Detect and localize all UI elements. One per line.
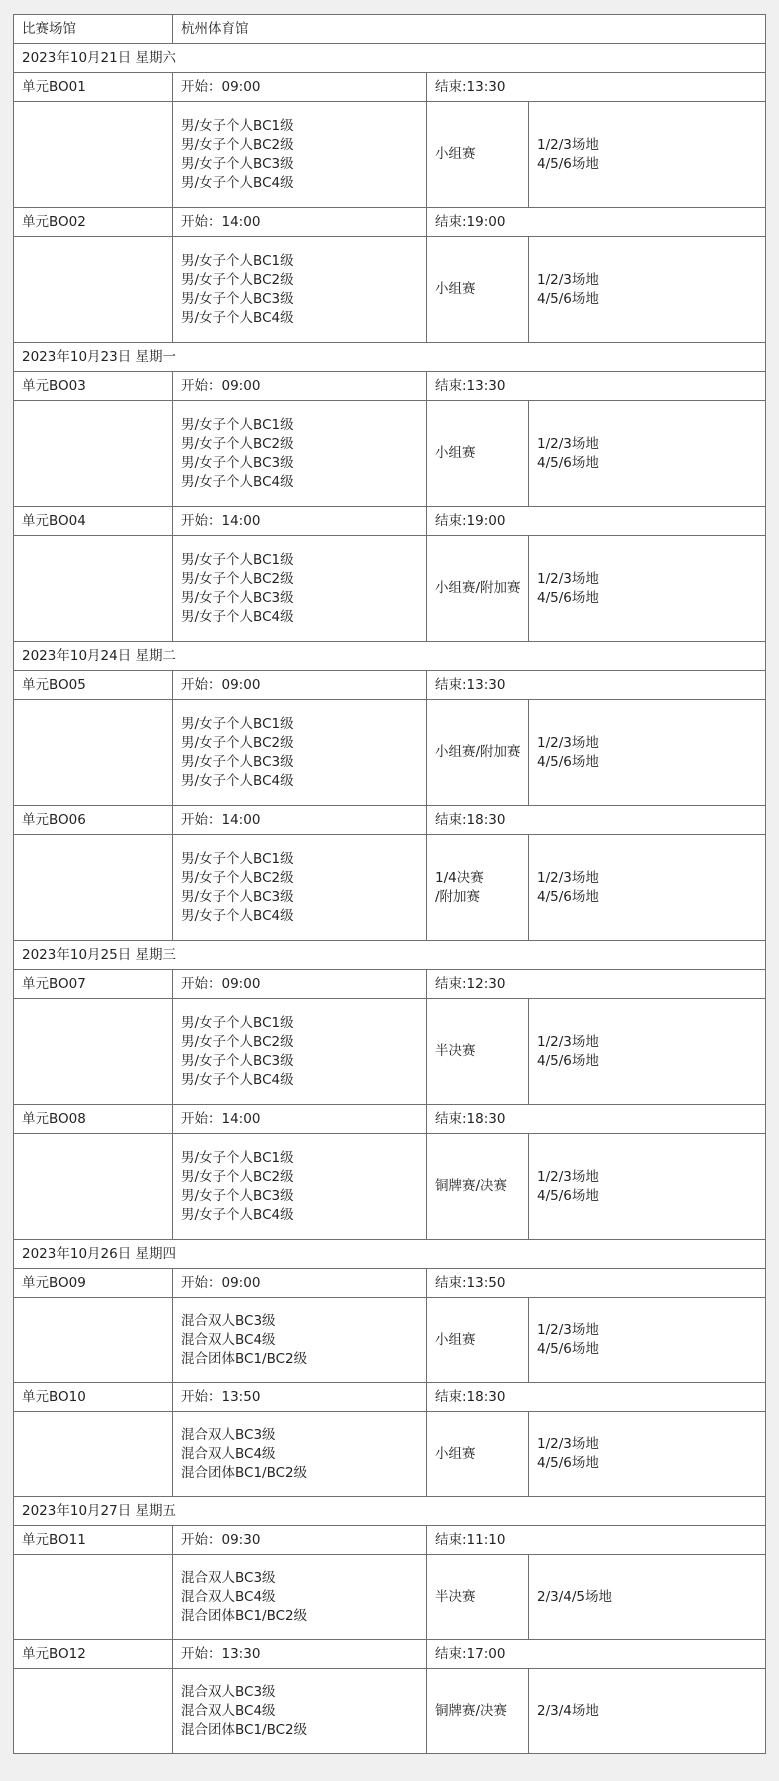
court-line: 1/2/3场地 [537,1322,599,1338]
empty-cell [14,1669,173,1754]
session-row [14,806,766,835]
session-detail-row [14,1412,766,1497]
venue-row [14,15,766,44]
court-line: 1/2/3场地 [537,1436,599,1452]
events-cell [173,1134,427,1240]
end-time: 结束:18:30 [427,1105,766,1134]
event-line: 男/女子个人BC2级 [181,869,294,886]
event-line: 男/女子个人BC2级 [181,271,294,288]
event-line: 男/女子个人BC2级 [181,734,294,751]
date-row [14,642,766,671]
end-time: 结束:13:30 [427,372,766,401]
unit-cell: 单元BO07 [14,970,173,999]
court-line: 4/5/6场地 [537,888,599,905]
session-detail-row [14,700,766,806]
unit-cell: 单元BO03 [14,372,173,401]
start-time: 开始：14:00 [173,208,427,237]
start-time: 开始：09:00 [173,671,427,700]
events-cell [173,1669,427,1754]
unit-cell: 单元BO12 [14,1640,173,1669]
courts-cell [529,1555,766,1640]
session-detail-row [14,999,766,1105]
court-line: 1/2/3场地 [537,1168,599,1185]
courts-cell [529,1298,766,1383]
schedule-table [13,14,766,1754]
event-line: 男/女子个人BC4级 [181,772,294,789]
empty-cell [14,700,173,806]
end-time: 结束:19:00 [427,507,766,536]
unit-cell: 单元BO08 [14,1105,173,1134]
court-line: 4/5/6场地 [537,1052,599,1069]
phase-line: 铜牌赛/决赛 [435,1178,508,1194]
phase-cell [427,1134,529,1240]
phase-cell [427,237,529,343]
empty-cell [14,102,173,208]
event-line: 男/女子个人BC2级 [181,1168,294,1185]
date-cell: 2023年10月23日 星期一 [14,343,766,372]
event-line: 男/女子个人BC2级 [181,435,294,452]
phase-line: 铜牌赛/决赛 [435,1702,508,1719]
event-line: 男/女子个人BC4级 [181,1206,294,1223]
phase-line: 1/4决赛 [435,869,484,886]
phase-cell [427,700,529,806]
courts-cell [529,1134,766,1240]
phase-line: 小组赛 [435,1445,476,1462]
court-line: 1/2/3场地 [537,271,599,288]
start-time: 开始：09:00 [173,970,427,999]
date-cell: 2023年10月25日 星期三 [14,941,766,970]
date-row [14,343,766,372]
event-line: 混合团体BC1/BC2级 [181,1721,308,1738]
session-row [14,970,766,999]
event-line: 混合双人BC4级 [181,1445,276,1462]
end-time: 结束:13:30 [427,671,766,700]
event-line: 男/女子个人BC2级 [181,1033,294,1050]
event-line: 男/女子个人BC1级 [181,551,294,568]
courts-cell [529,401,766,507]
session-detail-row [14,237,766,343]
event-line: 男/女子个人BC3级 [181,454,294,471]
event-line: 男/女子个人BC1级 [181,715,294,732]
court-line: 4/5/6场地 [537,1187,599,1204]
court-line: 4/5/6场地 [537,290,599,307]
start-time: 开始：09:00 [173,1269,427,1298]
courts-cell [529,700,766,806]
phase-line: 半决赛 [435,1043,476,1059]
end-time: 结束:13:50 [427,1269,766,1298]
date-cell: 2023年10月27日 星期五 [14,1497,766,1526]
unit-cell: 单元BO04 [14,507,173,536]
phase-cell [427,536,529,642]
event-line: 混合双人BC4级 [181,1588,276,1605]
event-line: 男/女子个人BC3级 [181,155,294,172]
event-line: 男/女子个人BC3级 [181,290,294,307]
court-line: 1/2/3场地 [537,734,599,751]
court-line: 2/3/4/5场地 [537,1588,613,1605]
date-row [14,941,766,970]
event-line: 男/女子个人BC4级 [181,309,294,326]
empty-cell [14,1134,173,1240]
session-row [14,1526,766,1555]
event-line: 男/女子个人BC3级 [181,753,294,770]
unit-cell: 单元BO05 [14,671,173,700]
session-detail-row [14,1669,766,1754]
session-row [14,1105,766,1134]
court-line: 1/2/3场地 [537,570,599,587]
session-detail-row [14,835,766,941]
phase-line: 半决赛 [435,1588,476,1605]
phase-line: 小组赛 [435,146,476,162]
start-time: 开始：09:30 [173,1526,427,1555]
phase-cell [427,1412,529,1497]
date-cell: 2023年10月24日 星期二 [14,642,766,671]
event-line: 混合双人BC3级 [181,1683,276,1700]
event-line: 混合双人BC3级 [181,1312,276,1329]
phase-cell [427,401,529,507]
court-line: 4/5/6场地 [537,155,599,172]
courts-cell [529,1412,766,1497]
events-cell [173,835,427,941]
empty-cell [14,401,173,507]
events-cell [173,1298,427,1383]
event-line: 男/女子个人BC3级 [181,1052,294,1069]
end-time: 结束:17:00 [427,1640,766,1669]
start-time: 开始：13:30 [173,1640,427,1669]
event-line: 混合双人BC3级 [181,1426,276,1443]
event-line: 男/女子个人BC1级 [181,850,294,867]
empty-cell [14,835,173,941]
end-time: 结束:18:30 [427,1383,766,1412]
end-time: 结束:19:00 [427,208,766,237]
event-line: 男/女子个人BC1级 [181,117,294,134]
unit-cell: 单元BO11 [14,1526,173,1555]
event-line: 男/女子个人BC1级 [181,416,294,433]
court-line: 1/2/3场地 [537,869,599,886]
event-line: 男/女子个人BC4级 [181,907,294,924]
end-time: 结束:18:30 [427,806,766,835]
court-line: 4/5/6场地 [537,454,599,471]
empty-cell [14,999,173,1105]
session-detail-row [14,536,766,642]
court-line: 4/5/6场地 [537,1341,599,1357]
session-detail-row [14,102,766,208]
court-line: 1/2/3场地 [537,1033,599,1050]
session-row [14,507,766,536]
event-line: 混合团体BC1/BC2级 [181,1464,308,1481]
events-cell [173,401,427,507]
phase-line: /附加赛 [435,888,481,905]
court-line: 4/5/6场地 [537,1455,599,1471]
event-line: 男/女子个人BC4级 [181,1071,294,1088]
venue-value: 杭州体育馆 [173,15,766,44]
session-detail-row [14,1134,766,1240]
end-time: 结束:11:10 [427,1526,766,1555]
empty-cell [14,237,173,343]
phase-line: 小组赛 [435,445,476,461]
court-line: 1/2/3场地 [537,136,599,153]
date-row [14,1497,766,1526]
events-cell [173,700,427,806]
phase-cell [427,1669,529,1754]
court-line: 4/5/6场地 [537,753,599,770]
phase-cell [427,835,529,941]
venue-label: 比赛场馆 [14,15,173,44]
events-cell [173,237,427,343]
event-line: 男/女子个人BC1级 [181,1014,294,1031]
empty-cell [14,536,173,642]
courts-cell [529,835,766,941]
events-cell [173,999,427,1105]
unit-cell: 单元BO02 [14,208,173,237]
start-time: 开始：13:50 [173,1383,427,1412]
courts-cell [529,536,766,642]
date-cell: 2023年10月21日 星期六 [14,44,766,73]
event-line: 男/女子个人BC1级 [181,252,294,269]
session-row [14,372,766,401]
event-line: 混合双人BC3级 [181,1569,276,1586]
session-detail-row [14,401,766,507]
event-line: 男/女子个人BC3级 [181,589,294,606]
event-line: 混合双人BC4级 [181,1331,276,1348]
courts-cell [529,1669,766,1754]
phase-line: 小组赛/附加赛 [435,744,521,760]
event-line: 男/女子个人BC2级 [181,136,294,153]
session-row [14,1640,766,1669]
event-line: 男/女子个人BC2级 [181,570,294,587]
court-line: 4/5/6场地 [537,589,599,606]
courts-cell [529,237,766,343]
event-line: 混合团体BC1/BC2级 [181,1607,308,1624]
courts-cell [529,999,766,1105]
start-time: 开始：14:00 [173,507,427,536]
session-row [14,671,766,700]
event-line: 男/女子个人BC4级 [181,608,294,625]
unit-cell: 单元BO01 [14,73,173,102]
phase-cell [427,999,529,1105]
events-cell [173,1555,427,1640]
event-line: 男/女子个人BC3级 [181,888,294,905]
empty-cell [14,1298,173,1383]
courts-cell [529,102,766,208]
session-row [14,208,766,237]
empty-cell [14,1412,173,1497]
event-line: 男/女子个人BC1级 [181,1149,294,1166]
session-row [14,1269,766,1298]
court-line: 2/3/4场地 [537,1702,599,1719]
end-time: 结束:13:30 [427,73,766,102]
phase-line: 小组赛/附加赛 [435,580,521,596]
session-detail-row [14,1555,766,1640]
empty-cell [14,1555,173,1640]
events-cell [173,536,427,642]
event-line: 男/女子个人BC4级 [181,174,294,191]
date-cell: 2023年10月26日 星期四 [14,1240,766,1269]
events-cell [173,102,427,208]
unit-cell: 单元BO06 [14,806,173,835]
event-line: 混合双人BC4级 [181,1702,276,1719]
court-line: 1/2/3场地 [537,435,599,452]
session-row [14,1383,766,1412]
date-row [14,1240,766,1269]
event-line: 混合团体BC1/BC2级 [181,1350,308,1367]
session-row [14,73,766,102]
session-detail-row [14,1298,766,1383]
phase-cell [427,1555,529,1640]
events-cell [173,1412,427,1497]
unit-cell: 单元BO09 [14,1269,173,1298]
end-time: 结束:12:30 [427,970,766,999]
start-time: 开始：14:00 [173,806,427,835]
unit-cell: 单元BO10 [14,1383,173,1412]
start-time: 开始：09:00 [173,73,427,102]
start-time: 开始：14:00 [173,1105,427,1134]
phase-cell [427,102,529,208]
phase-line: 小组赛 [435,1331,476,1348]
phase-line: 小组赛 [435,281,476,297]
event-line: 男/女子个人BC4级 [181,473,294,490]
start-time: 开始：09:00 [173,372,427,401]
phase-cell [427,1298,529,1383]
date-row [14,44,766,73]
event-line: 男/女子个人BC3级 [181,1187,294,1204]
